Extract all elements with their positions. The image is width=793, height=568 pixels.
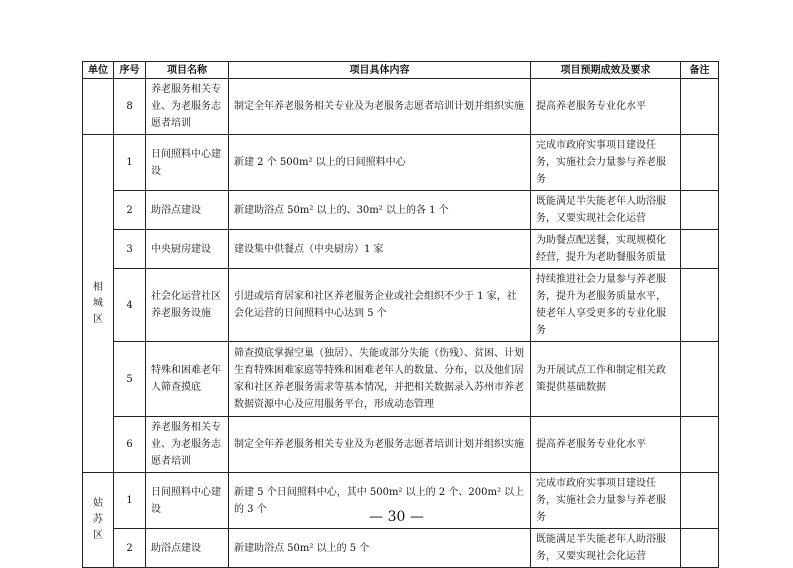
row-name: 特殊和困难老年人筛查摸底 [146,342,229,417]
page-number: — 30 — [369,509,424,525]
row-goal: 持续推进社会力量参与养老服务，提升为老服务质量水平，使老年人享受更多的专业化服务 [531,269,681,342]
row-index: 4 [114,269,146,342]
row-name: 养老服务相关专业、为老服务志愿者培训 [146,79,229,135]
row-remark [681,342,719,417]
row-name: 中央厨房建设 [146,230,229,269]
row-index: 3 [114,230,146,269]
row-remark [681,191,719,230]
header-name: 项目名称 [146,62,229,79]
row-goal: 完成市政府实事项目建设任务，实施社会力量参与养老服务 [531,473,681,529]
row-goal: 为开展试点工作和制定相关政策提供基础数据 [531,342,681,417]
row-goal: 既能满足半失能老年人助浴服务，又要实现社会化运营 [531,529,681,568]
row-index: 2 [114,191,146,230]
row-goal: 既能满足半失能老年人助浴服务，又要实现社会化运营 [531,191,681,230]
row-goal: 完成市政府实事项目建设任务，实施社会力量参与养老服务 [531,135,681,191]
row-content: 新建助浴点 50m² 以上的 5 个 [229,529,531,568]
header-unit: 单位 [83,62,114,79]
unit-cell-xiangcheng [83,135,114,473]
row-goal: 提高养老服务专业化水平 [531,417,681,473]
row-content: 新建助浴点 50m² 以上的、30m² 以上的各 1 个 [229,191,531,230]
row-name: 养老服务相关专业、为老服务志愿者培训 [146,417,229,473]
header-remark: 备注 [681,62,719,79]
row-content: 建设集中供餐点（中央厨房）1 家 [229,230,531,269]
table-row [83,230,719,269]
row-remark [681,230,719,269]
row-goal: 为助餐点配送餐，实现规模化经营，提升为老助餐服务质量 [531,230,681,269]
row-index: 5 [114,342,146,417]
row-content: 新建 5 个日间照料中心，其中 500m² 以上的 2 个、200m² 以上的 3 个 [229,473,531,529]
row-index: 2 [114,529,146,568]
row-remark [681,79,719,135]
row-goal: 提高养老服务专业化水平 [531,79,681,135]
header-content: 项目具体内容 [229,62,531,79]
row-content: 引进或培育居家和社区养老服务企业或社会组织不少于 1 家，社会化运营的日间照料中心达到 5 个 [229,269,531,342]
row-remark [681,135,719,191]
table-row [83,529,719,568]
row-content: 筛查摸底掌握空巢（独居）、失能或部分失能（伤残）、贫困、计划生育特殊困难家庭等特殊和困难老年人的数量、分布，以及他们居家和社区养老服务需求等基本情况，并把相关数据录入苏州市养老数据资源中心及应用服务平台，形成动态管理 [229,342,531,417]
header-index: 序号 [114,62,146,79]
row-name: 日间照料中心建设 [146,135,229,191]
row-name: 助浴点建设 [146,191,229,230]
table-row [83,269,719,342]
table-row [83,417,719,473]
row-name: 日间照料中心建设 [146,473,229,529]
row-index: 1 [114,473,146,529]
table-row [83,342,719,417]
project-table [82,61,719,568]
unit-cell-continued [83,79,114,135]
row-index: 6 [114,417,146,473]
table-row [83,191,719,230]
row-name: 社会化运营社区养老服务设施 [146,269,229,342]
row-remark [681,529,719,568]
unit-label: 相城区 [93,281,103,325]
table-row [83,79,719,135]
table-header-row [83,62,719,79]
header-goal: 项目预期成效及要求 [531,62,681,79]
row-content: 新建 2 个 500m² 以上的日间照料中心 [229,135,531,191]
row-name: 助浴点建设 [146,529,229,568]
row-remark [681,269,719,342]
table-row [83,135,719,191]
row-index: 8 [114,79,146,135]
unit-label: 姑苏区 [93,498,103,541]
row-remark [681,417,719,473]
row-content: 制定全年养老服务相关专业及为老服务志愿者培训计划并组织实施 [229,79,531,135]
row-index: 1 [114,135,146,191]
row-content: 制定全年养老服务相关专业及为老服务志愿者培训计划并组织实施 [229,417,531,473]
